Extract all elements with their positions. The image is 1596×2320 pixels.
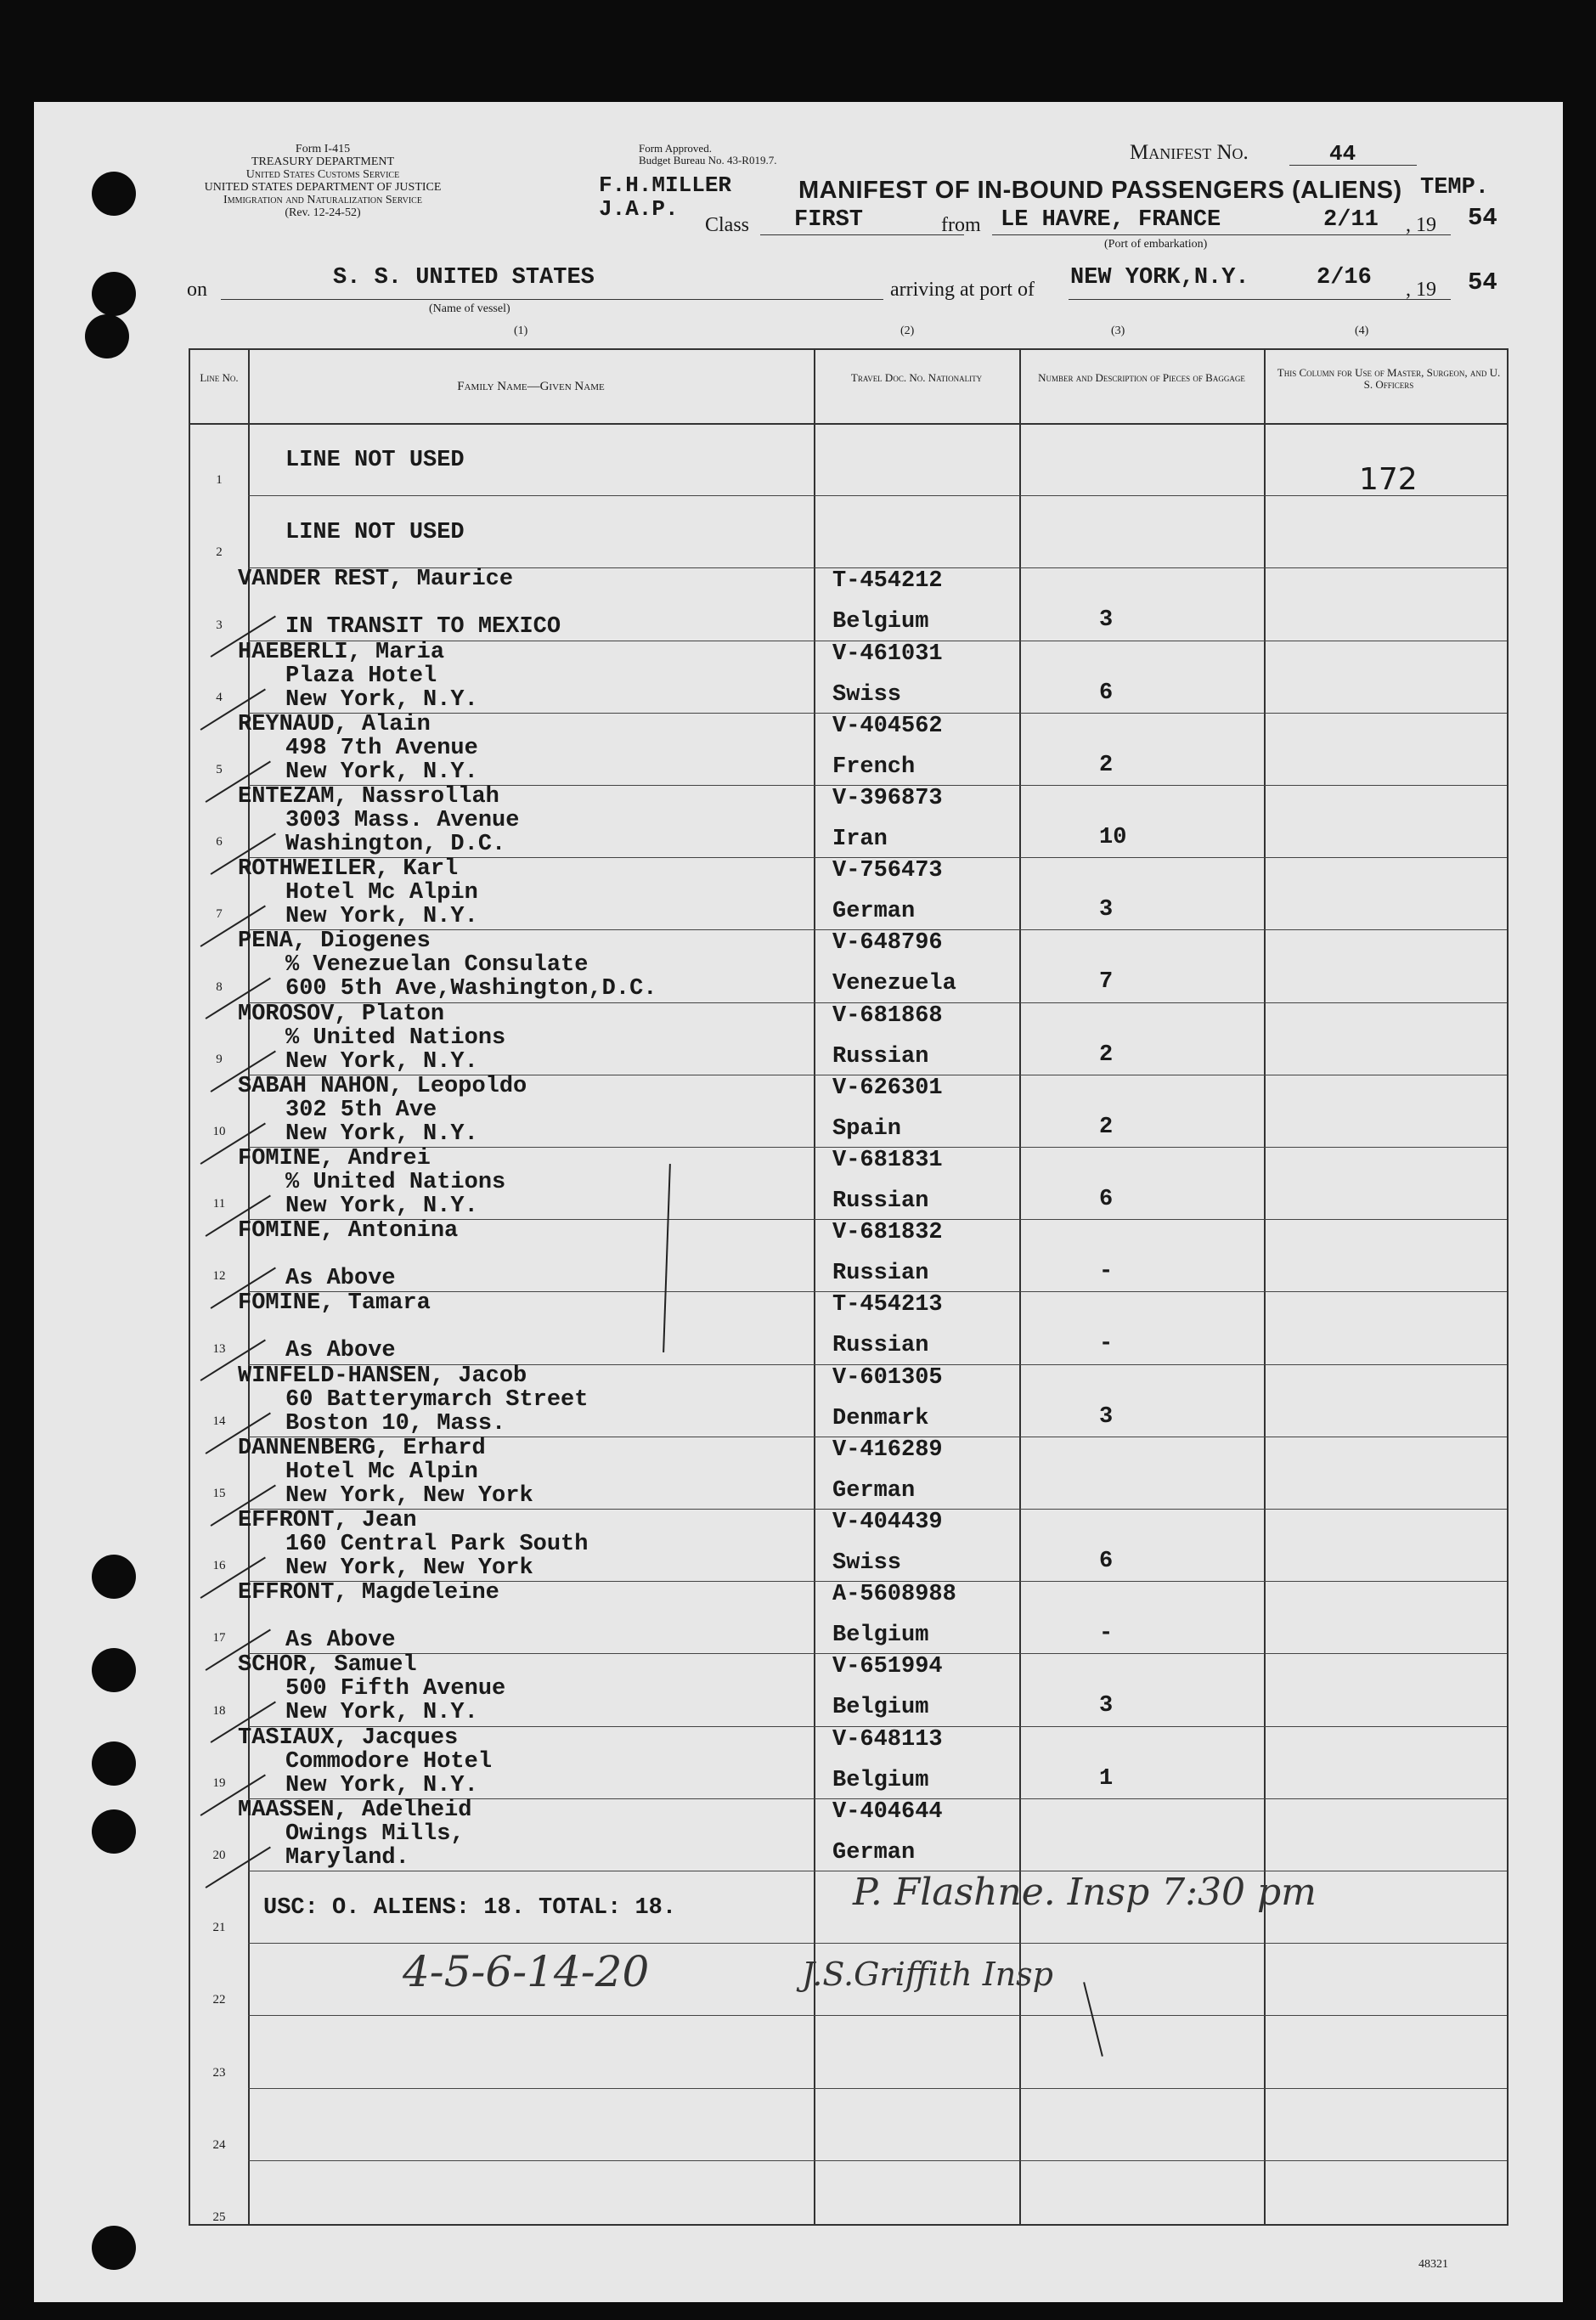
justice-dept: UNITED STATES DEPARTMENT OF JUSTICE xyxy=(204,181,442,194)
table-row xyxy=(190,1002,1507,1075)
summary-totals: USC: O. ALIENS: 18. TOTAL: 18. xyxy=(263,1895,677,1921)
nationality: Russian xyxy=(832,1043,929,1070)
travel-doc-number: V-681831 xyxy=(832,1148,943,1173)
passenger-name: HAEBERLI, Maria xyxy=(238,639,445,665)
line-number: 2 xyxy=(216,545,223,560)
passenger-address-1: 302 5th Ave xyxy=(285,1097,437,1123)
passenger-address-1: Hotel Mc Alpin xyxy=(285,1459,478,1485)
punch-hole xyxy=(92,272,136,316)
arrival-date: 2/16 xyxy=(1317,265,1372,291)
form-approved: Form Approved. xyxy=(639,142,712,155)
baggage-count: 6 xyxy=(1099,680,1114,706)
line-number: 6 xyxy=(216,835,223,850)
travel-doc-number: V-404644 xyxy=(832,1798,943,1825)
travel-doc-number: V-681868 xyxy=(832,1002,943,1029)
passenger-address-2: Maryland. xyxy=(285,1844,409,1871)
passenger-address-2: As Above xyxy=(285,1338,396,1364)
passenger-address-2: 600 5th Ave,Washington,D.C. xyxy=(285,976,657,1002)
passenger-address-1: % United Nations xyxy=(285,1170,506,1195)
class-label: Class xyxy=(705,214,750,236)
table-row xyxy=(190,1437,1507,1509)
nationality: Spain xyxy=(832,1115,902,1142)
travel-doc-number: T-454213 xyxy=(832,1292,943,1318)
budget-bureau: Budget Bureau No. 43-R019.7. xyxy=(639,154,777,167)
punch-hole xyxy=(92,1648,136,1692)
passenger-address-1: 160 Central Park South xyxy=(285,1532,589,1557)
column-number-1: (1) xyxy=(514,325,528,337)
travel-doc-number: V-681832 xyxy=(832,1220,943,1246)
nationality: Belgium xyxy=(832,609,929,635)
baggage-count: 6 xyxy=(1099,1187,1114,1212)
table-row xyxy=(190,423,1507,495)
line-number: 16 xyxy=(212,1559,226,1573)
table-row xyxy=(190,495,1507,567)
line-number: 10 xyxy=(212,1124,226,1138)
from-value: LE HAVRE, FRANCE xyxy=(1001,207,1221,233)
travel-doc-number: V-626301 xyxy=(832,1075,943,1101)
baggage-count: 7 xyxy=(1099,969,1114,996)
table-row xyxy=(190,1509,1507,1581)
line-number: 22 xyxy=(212,1993,226,2007)
nationality: Belgium xyxy=(832,1623,929,1649)
passenger-name: TASIAUX, Jacques xyxy=(238,1724,459,1751)
travel-doc-number: T-454212 xyxy=(832,568,943,595)
passenger-address-2: As Above xyxy=(285,1266,396,1292)
nationality: Swiss xyxy=(832,1550,902,1576)
from-label: from xyxy=(941,214,981,236)
passenger-address-2: IN TRANSIT TO MEXICO xyxy=(285,614,561,641)
initials-miller: F.H.MILLER xyxy=(599,172,732,198)
passenger-name: SABAH NAHON, Leopoldo xyxy=(238,1073,527,1099)
table-row xyxy=(190,641,1507,713)
header-officers: This Column for Use of Master, Surgeon, and U. S. Officers xyxy=(1277,366,1501,391)
port-embarkation-caption: (Port of embarkation) xyxy=(1104,238,1208,251)
table-row xyxy=(190,2160,1507,2233)
baggage-count: 2 xyxy=(1099,1114,1114,1140)
form-number: Form I-415 xyxy=(295,143,351,155)
table-row xyxy=(190,1219,1507,1291)
line-number: 21 xyxy=(212,1921,226,1935)
passenger-address-2: As Above xyxy=(285,1628,396,1654)
travel-doc-number: V-648113 xyxy=(832,1726,943,1753)
nationality: Belgium xyxy=(832,1695,929,1721)
travel-doc-number: V-461031 xyxy=(832,641,943,667)
table-row xyxy=(190,929,1507,1002)
line-number: 15 xyxy=(212,1486,226,1500)
passenger-name: PENA, Diogenes xyxy=(238,929,431,955)
line-number: 5 xyxy=(216,762,223,776)
header-line-no: Line No. xyxy=(200,371,239,384)
punch-hole xyxy=(92,1555,136,1599)
passenger-address-1: % Venezuelan Consulate xyxy=(285,952,589,979)
table-row xyxy=(190,713,1507,785)
on-label: on xyxy=(187,279,207,301)
passenger-address-2: Boston 10, Mass. xyxy=(285,1410,506,1437)
line-number: 9 xyxy=(216,1052,223,1066)
passenger-address-1: Owings Mills, xyxy=(285,1820,465,1847)
passenger-name: FOMINE, Tamara xyxy=(238,1290,431,1317)
departure-date: 2/11 xyxy=(1323,207,1379,233)
nationality: German xyxy=(832,899,916,925)
arriving-label: arriving at port of xyxy=(890,279,1035,301)
baggage-count: - xyxy=(1099,1259,1114,1285)
passenger-name: EFFRONT, Magdeleine xyxy=(238,1580,499,1606)
passenger-name: MOROSOV, Platon xyxy=(238,1001,445,1027)
passenger-address-2: New York, New York xyxy=(285,1482,533,1509)
column-number-4: (4) xyxy=(1355,325,1369,337)
passenger-name: ROTHWEILER, Karl xyxy=(238,856,459,883)
nationality: Belgium xyxy=(832,1767,929,1793)
travel-doc-number: V-396873 xyxy=(832,786,943,811)
passenger-name: FOMINE, Andrei xyxy=(238,1146,431,1171)
year-prefix-2: , 19 xyxy=(1406,279,1436,301)
passenger-name: VANDER REST, Maurice xyxy=(238,567,514,593)
line-number: 25 xyxy=(212,2210,226,2224)
passenger-address-2: New York, N.Y. xyxy=(285,1120,478,1147)
approval-block xyxy=(639,143,776,167)
punch-hole xyxy=(92,172,136,216)
line-number: 3 xyxy=(216,618,223,632)
punch-hole xyxy=(85,314,129,358)
travel-doc-number: V-648796 xyxy=(832,930,943,957)
table-row xyxy=(190,567,1507,640)
passenger-address-2: New York, N.Y. xyxy=(285,904,478,930)
line-number: 20 xyxy=(212,1848,226,1862)
passenger-name: MAASSEN, Adelheid xyxy=(238,1797,472,1823)
manifest-no-value: 44 xyxy=(1329,141,1356,167)
line-number: 19 xyxy=(212,1775,226,1790)
passenger-address-2: New York, N.Y. xyxy=(285,759,478,785)
header-travel-doc: Travel Doc. No. Nationality xyxy=(850,371,983,384)
line-not-used: LINE NOT USED xyxy=(285,520,465,546)
passenger-address-2: New York, N.Y. xyxy=(285,1700,478,1726)
vessel-name: S. S. UNITED STATES xyxy=(333,265,595,291)
manifest-page xyxy=(34,102,1563,2302)
line-not-used: LINE NOT USED xyxy=(285,448,465,473)
header-baggage: Number and Description of Pieces of Baggage xyxy=(1038,371,1245,384)
manifest-no-label: Manifest No. xyxy=(1130,141,1249,164)
column-number-2: (2) xyxy=(900,325,915,337)
table-row xyxy=(190,1147,1507,1219)
nationality: German xyxy=(832,1839,916,1866)
nationality: Russian xyxy=(832,1333,929,1359)
line-number: 13 xyxy=(212,1341,226,1356)
passenger-address-1: Hotel Mc Alpin xyxy=(285,880,478,906)
year-2: 54 xyxy=(1468,268,1497,296)
table-row xyxy=(190,1653,1507,1725)
class-value: FIRST xyxy=(794,207,864,233)
line-number: 7 xyxy=(216,907,223,922)
line-number: 8 xyxy=(216,979,223,994)
baggage-count: 3 xyxy=(1099,897,1114,923)
baggage-count: 1 xyxy=(1099,1765,1114,1792)
footer-code: 48321 xyxy=(1418,2258,1448,2271)
punch-hole xyxy=(92,2226,136,2270)
travel-doc-number: V-404439 xyxy=(832,1510,943,1535)
line-number: 23 xyxy=(212,2065,226,2080)
nationality: French xyxy=(832,754,916,780)
table-row xyxy=(190,1726,1507,1798)
passenger-name: WINFELD-HANSEN, Jacob xyxy=(238,1363,527,1389)
form-revision: (Rev. 12-24-52) xyxy=(285,206,361,219)
inspector-signature-1: P. Flashne. Insp 7:30 pm xyxy=(853,1871,1317,1914)
baggage-count: 2 xyxy=(1099,752,1114,778)
ins-service: Immigration and Naturalization Service xyxy=(223,194,422,206)
baggage-count: 10 xyxy=(1099,825,1127,850)
passenger-address-2: New York, N.Y. xyxy=(285,1772,478,1798)
line-number: 24 xyxy=(212,2137,226,2152)
punch-hole xyxy=(92,1741,136,1786)
passenger-name: SCHOR, Samuel xyxy=(238,1652,417,1679)
table-row xyxy=(190,2088,1507,2160)
nationality: Russian xyxy=(832,1261,929,1287)
column-number-3: (3) xyxy=(1111,325,1125,337)
inspector-signature-2: J.S.Griffith Insp xyxy=(802,1956,1054,1993)
table-row xyxy=(190,1364,1507,1437)
nationality: German xyxy=(832,1477,916,1504)
baggage-count: - xyxy=(1099,1331,1114,1358)
line-number: 14 xyxy=(212,1414,226,1428)
passenger-name: REYNAUD, Alain xyxy=(238,711,431,737)
table-row xyxy=(190,1291,1507,1363)
travel-doc-number: V-756473 xyxy=(832,858,943,884)
passenger-address-2: New York, New York xyxy=(285,1555,533,1581)
passenger-address-2: Washington, D.C. xyxy=(285,832,506,857)
punch-hole xyxy=(92,1809,136,1854)
passenger-address-1: % United Nations xyxy=(285,1025,506,1051)
form-agency-block xyxy=(195,143,450,219)
passenger-name: ENTEZAM, Nassrollah xyxy=(238,784,499,810)
passenger-address-1: 60 Batterymarch Street xyxy=(285,1386,589,1413)
table-row xyxy=(190,1798,1507,1871)
line-number: 11 xyxy=(212,1197,226,1211)
travel-doc-number: V-651994 xyxy=(832,1654,943,1680)
nationality: Denmark xyxy=(832,1405,929,1431)
table-row xyxy=(190,1075,1507,1147)
temp-label: TEMP. xyxy=(1420,175,1490,200)
header-name: Family Name—Given Name xyxy=(457,380,605,393)
travel-doc-number: V-601305 xyxy=(832,1364,943,1391)
customs-service: United States Customs Service xyxy=(245,168,400,181)
table-row xyxy=(190,1581,1507,1653)
vessel-caption: (Name of vessel) xyxy=(429,302,510,315)
nationality: Venezuela xyxy=(832,971,956,997)
nationality: Swiss xyxy=(832,681,902,708)
passenger-name: EFFRONT, Jean xyxy=(238,1508,417,1533)
baggage-count: 3 xyxy=(1099,1693,1114,1719)
table-row xyxy=(190,785,1507,857)
line-number: 12 xyxy=(212,1269,226,1284)
passenger-name: FOMINE, Antonina xyxy=(238,1218,459,1245)
passenger-address-1: Plaza Hotel xyxy=(285,663,437,689)
table-row xyxy=(190,2015,1507,2087)
nationality: Iran xyxy=(832,827,888,852)
line-number: 17 xyxy=(212,1631,226,1645)
passenger-address-2: New York, N.Y. xyxy=(285,1194,478,1219)
manifest-title: MANIFEST OF IN-BOUND PASSENGERS (ALIENS) xyxy=(798,177,1402,204)
table-row xyxy=(190,857,1507,929)
baggage-count: 2 xyxy=(1099,1041,1114,1068)
nationality: Russian xyxy=(832,1188,929,1214)
passenger-table xyxy=(189,348,1509,2226)
line-number: 18 xyxy=(212,1703,226,1718)
year-prefix-1: , 19 xyxy=(1406,214,1436,236)
travel-doc-number: V-404562 xyxy=(832,713,943,739)
baggage-count: - xyxy=(1099,1621,1114,1647)
passenger-name: DANNENBERG, Erhard xyxy=(238,1435,486,1461)
baggage-count: 3 xyxy=(1099,607,1114,634)
travel-doc-number: A-5608988 xyxy=(832,1582,956,1608)
arrival-port: NEW YORK,N.Y. xyxy=(1070,265,1249,291)
initials-jap: J.A.P. xyxy=(599,196,679,222)
officer-note-number: 172 xyxy=(1359,462,1418,497)
passenger-address-1: 3003 Mass. Avenue xyxy=(285,808,520,833)
travel-doc-number: V-416289 xyxy=(832,1437,943,1463)
year-1: 54 xyxy=(1468,204,1497,232)
passenger-address-1: Commodore Hotel xyxy=(285,1748,493,1775)
line-number: 4 xyxy=(216,690,223,704)
handwritten-line-numbers: 4-5-6-14-20 xyxy=(403,1947,650,1996)
line-number: 1 xyxy=(216,473,223,488)
passenger-address-1: 500 Fifth Avenue xyxy=(285,1676,506,1702)
passenger-address-1: 498 7th Avenue xyxy=(285,735,478,761)
passenger-address-2: New York, N.Y. xyxy=(285,686,478,713)
baggage-count: 3 xyxy=(1099,1403,1114,1430)
baggage-count: 6 xyxy=(1099,1549,1114,1574)
treasury-dept: TREASURY DEPARTMENT xyxy=(251,155,395,168)
passenger-address-2: New York, N.Y. xyxy=(285,1048,478,1075)
